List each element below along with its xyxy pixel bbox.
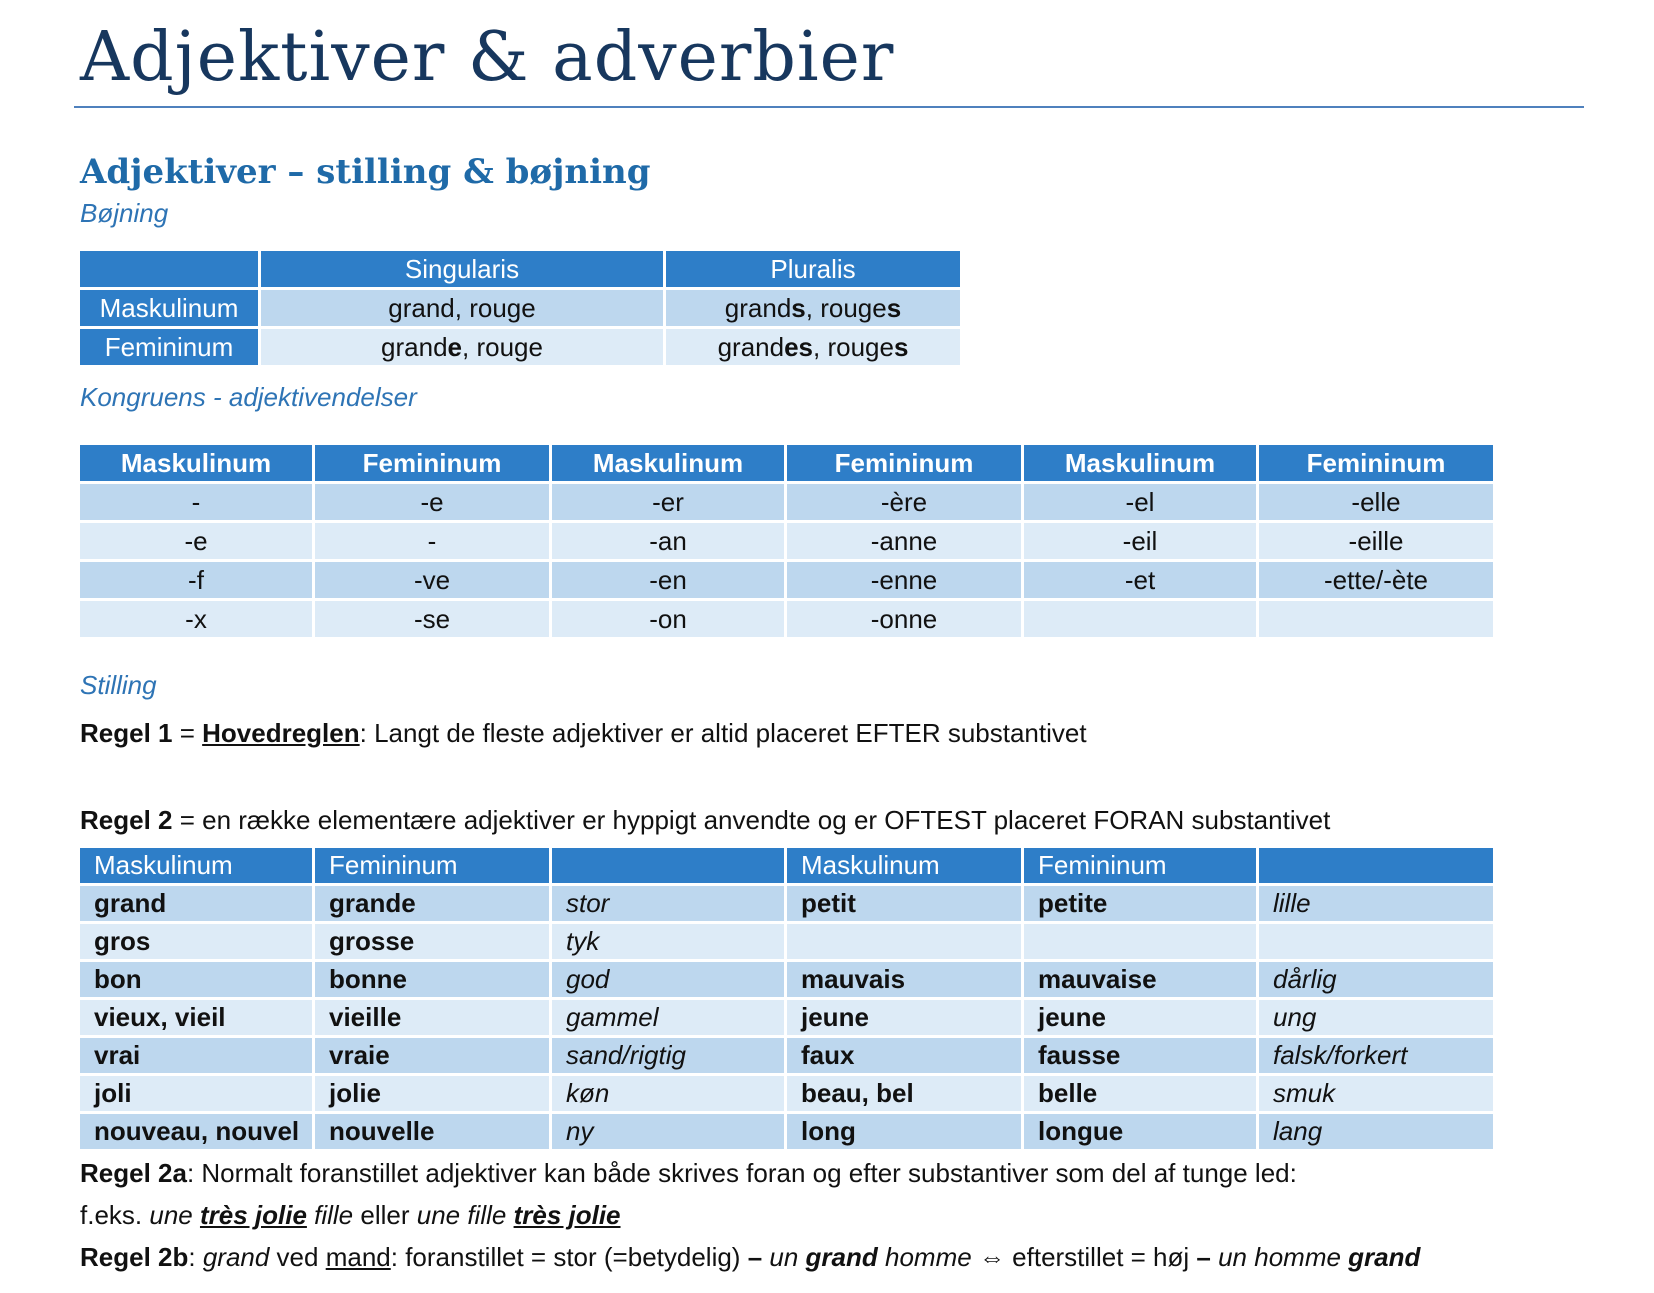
stilling-cell: dårlig bbox=[1259, 962, 1493, 997]
stilling-cell: bon bbox=[80, 962, 312, 997]
stilling-cell: tyk bbox=[552, 924, 784, 959]
regel2a-example: f.eks. une très jolie fille eller une fille très jolie bbox=[80, 1200, 621, 1230]
stilling-cell: gammel bbox=[552, 1000, 784, 1035]
bojning-row-maskulinum bbox=[80, 290, 960, 326]
bojning-cell: grande, rouge bbox=[261, 329, 663, 365]
stilling-cell: jolie bbox=[315, 1076, 549, 1111]
stilling-header bbox=[1259, 848, 1493, 883]
kongruens-cell: -onne bbox=[787, 601, 1021, 637]
table-row bbox=[80, 1076, 1493, 1111]
stilling-cell: faux bbox=[787, 1038, 1021, 1073]
kongruens-cell: -eil bbox=[1024, 523, 1256, 559]
stilling-cell: ny bbox=[552, 1114, 784, 1149]
stilling-header: Maskulinum bbox=[80, 848, 312, 883]
table-row bbox=[80, 484, 1493, 520]
regel2b-label: Regel 2b bbox=[80, 1242, 189, 1272]
kongruens-header: Maskulinum bbox=[1024, 445, 1256, 481]
stilling-cell: sand/rigtig bbox=[552, 1038, 784, 1073]
regel2b-paragraph: Regel 2b: grand ved mand: foranstillet = stor (=betydelig) – un grand homme ⇔ efterstillet = høj – un homme grand bbox=[80, 1242, 1421, 1272]
stilling-table bbox=[77, 845, 1496, 1152]
bojning-cell: grands, rouges bbox=[666, 290, 960, 326]
stilling-cell: jeune bbox=[1024, 1000, 1256, 1035]
kongruens-cell: -ère bbox=[787, 484, 1021, 520]
kongruens-cell: - bbox=[315, 523, 549, 559]
stilling-cell: petite bbox=[1024, 886, 1256, 921]
regel1-paragraph: Regel 1 = Hovedreglen: Langt de fleste adjektiver er altid placeret EFTER substantivet bbox=[80, 718, 1087, 748]
bojning-header-pluralis: Pluralis bbox=[666, 251, 960, 287]
stilling-cell: gros bbox=[80, 924, 312, 959]
bojning-row-label: Femininum bbox=[80, 329, 258, 365]
kongruens-header: Femininum bbox=[1259, 445, 1493, 481]
table-row bbox=[80, 924, 1493, 959]
table-row bbox=[80, 1038, 1493, 1073]
stilling-cell: lille bbox=[1259, 886, 1493, 921]
kongruens-cell: -en bbox=[552, 562, 784, 598]
bojning-table bbox=[77, 248, 963, 368]
stilling-header: Femininum bbox=[315, 848, 549, 883]
kongruens-header: Maskulinum bbox=[552, 445, 784, 481]
bojning-row-label: Maskulinum bbox=[80, 290, 258, 326]
stilling-cell: lang bbox=[1259, 1114, 1493, 1149]
stilling-cell bbox=[1259, 924, 1493, 959]
regel2a-paragraph: Regel 2a: Normalt foranstillet adjektiver kan både skrives foran og efter substantiver som del af tunge led: bbox=[80, 1158, 1297, 1188]
stilling-cell: longue bbox=[1024, 1114, 1256, 1149]
bojning-corner bbox=[80, 251, 258, 287]
kongruens-cell: -se bbox=[315, 601, 549, 637]
stilling-cell: grand bbox=[80, 886, 312, 921]
section-heading: Adjektiver – stilling & bøjning bbox=[80, 152, 651, 192]
stilling-header: Maskulinum bbox=[787, 848, 1021, 883]
kongruens-cell: -el bbox=[1024, 484, 1256, 520]
stilling-cell: beau, bel bbox=[787, 1076, 1021, 1111]
subheading-kongruens: Kongruens - adjektivendelser bbox=[80, 382, 417, 412]
regel2a-label: Regel 2a bbox=[80, 1158, 187, 1188]
regel1-label: Regel 1 bbox=[80, 718, 173, 748]
bojning-row-femininum bbox=[80, 329, 960, 365]
stilling-cell: fausse bbox=[1024, 1038, 1256, 1073]
kongruens-cell: -on bbox=[552, 601, 784, 637]
kongruens-cell bbox=[1024, 601, 1256, 637]
stilling-cell bbox=[1024, 924, 1256, 959]
kongruens-cell: -ette/-ète bbox=[1259, 562, 1493, 598]
table-row bbox=[80, 562, 1493, 598]
double-arrow-icon: ⇔ bbox=[978, 1242, 1005, 1272]
stilling-cell bbox=[787, 924, 1021, 959]
subheading-bojning: Bøjning bbox=[80, 198, 169, 228]
table-row bbox=[80, 601, 1493, 637]
kongruens-header: Maskulinum bbox=[80, 445, 312, 481]
kongruens-cell: -an bbox=[552, 523, 784, 559]
table-row bbox=[80, 1000, 1493, 1035]
subheading-stilling: Stilling bbox=[80, 670, 157, 700]
stilling-cell: vrai bbox=[80, 1038, 312, 1073]
kongruens-cell: - bbox=[80, 484, 312, 520]
stilling-cell: joli bbox=[80, 1076, 312, 1111]
stilling-cell: grande bbox=[315, 886, 549, 921]
regel2-label: Regel 2 bbox=[80, 805, 173, 835]
stilling-cell: nouveau, nouvel bbox=[80, 1114, 312, 1149]
kongruens-cell bbox=[1259, 601, 1493, 637]
stilling-cell: petit bbox=[787, 886, 1021, 921]
regel2-paragraph: Regel 2 = en række elementære adjektiver er hyppigt anvendte og er OFTEST placeret FORAN substantivet bbox=[80, 805, 1331, 835]
kongruens-cell: -x bbox=[80, 601, 312, 637]
regel1-key: Hovedreglen bbox=[202, 718, 360, 748]
kongruens-cell: -et bbox=[1024, 562, 1256, 598]
kongruens-cell: -ve bbox=[315, 562, 549, 598]
stilling-cell: grosse bbox=[315, 924, 549, 959]
stilling-cell: long bbox=[787, 1114, 1021, 1149]
stilling-cell: falsk/forkert bbox=[1259, 1038, 1493, 1073]
kongruens-header: Femininum bbox=[315, 445, 549, 481]
stilling-cell: god bbox=[552, 962, 784, 997]
example-emphasis: très jolie bbox=[513, 1200, 621, 1230]
stilling-cell: ung bbox=[1259, 1000, 1493, 1035]
kongruens-cell: -elle bbox=[1259, 484, 1493, 520]
kongruens-cell: -anne bbox=[787, 523, 1021, 559]
kongruens-table bbox=[77, 442, 1496, 640]
kongruens-cell: -e bbox=[80, 523, 312, 559]
stilling-cell: mauvaise bbox=[1024, 962, 1256, 997]
stilling-cell: mauvais bbox=[787, 962, 1021, 997]
stilling-cell: nouvelle bbox=[315, 1114, 549, 1149]
table-row bbox=[80, 886, 1493, 921]
page-title: Adjektiver & adverbier bbox=[80, 18, 895, 97]
stilling-header bbox=[552, 848, 784, 883]
stilling-cell: bonne bbox=[315, 962, 549, 997]
table-row bbox=[80, 523, 1493, 559]
stilling-cell: køn bbox=[552, 1076, 784, 1111]
table-row bbox=[80, 1114, 1493, 1149]
stilling-header: Femininum bbox=[1024, 848, 1256, 883]
kongruens-cell: -eille bbox=[1259, 523, 1493, 559]
bojning-cell: grandes, rouges bbox=[666, 329, 960, 365]
title-divider bbox=[74, 106, 1584, 108]
stilling-cell: stor bbox=[552, 886, 784, 921]
kongruens-cell: -f bbox=[80, 562, 312, 598]
kongruens-cell: -enne bbox=[787, 562, 1021, 598]
kongruens-cell: -e bbox=[315, 484, 549, 520]
stilling-cell: vraie bbox=[315, 1038, 549, 1073]
table-row bbox=[80, 962, 1493, 997]
bojning-cell: grand, rouge bbox=[261, 290, 663, 326]
example-emphasis: très jolie bbox=[199, 1200, 307, 1230]
stilling-cell: vieux, vieil bbox=[80, 1000, 312, 1035]
stilling-cell: belle bbox=[1024, 1076, 1256, 1111]
kongruens-cell: -er bbox=[552, 484, 784, 520]
kongruens-header: Femininum bbox=[787, 445, 1021, 481]
bojning-header-singularis: Singularis bbox=[261, 251, 663, 287]
stilling-cell: jeune bbox=[787, 1000, 1021, 1035]
stilling-cell: smuk bbox=[1259, 1076, 1493, 1111]
stilling-cell: vieille bbox=[315, 1000, 549, 1035]
